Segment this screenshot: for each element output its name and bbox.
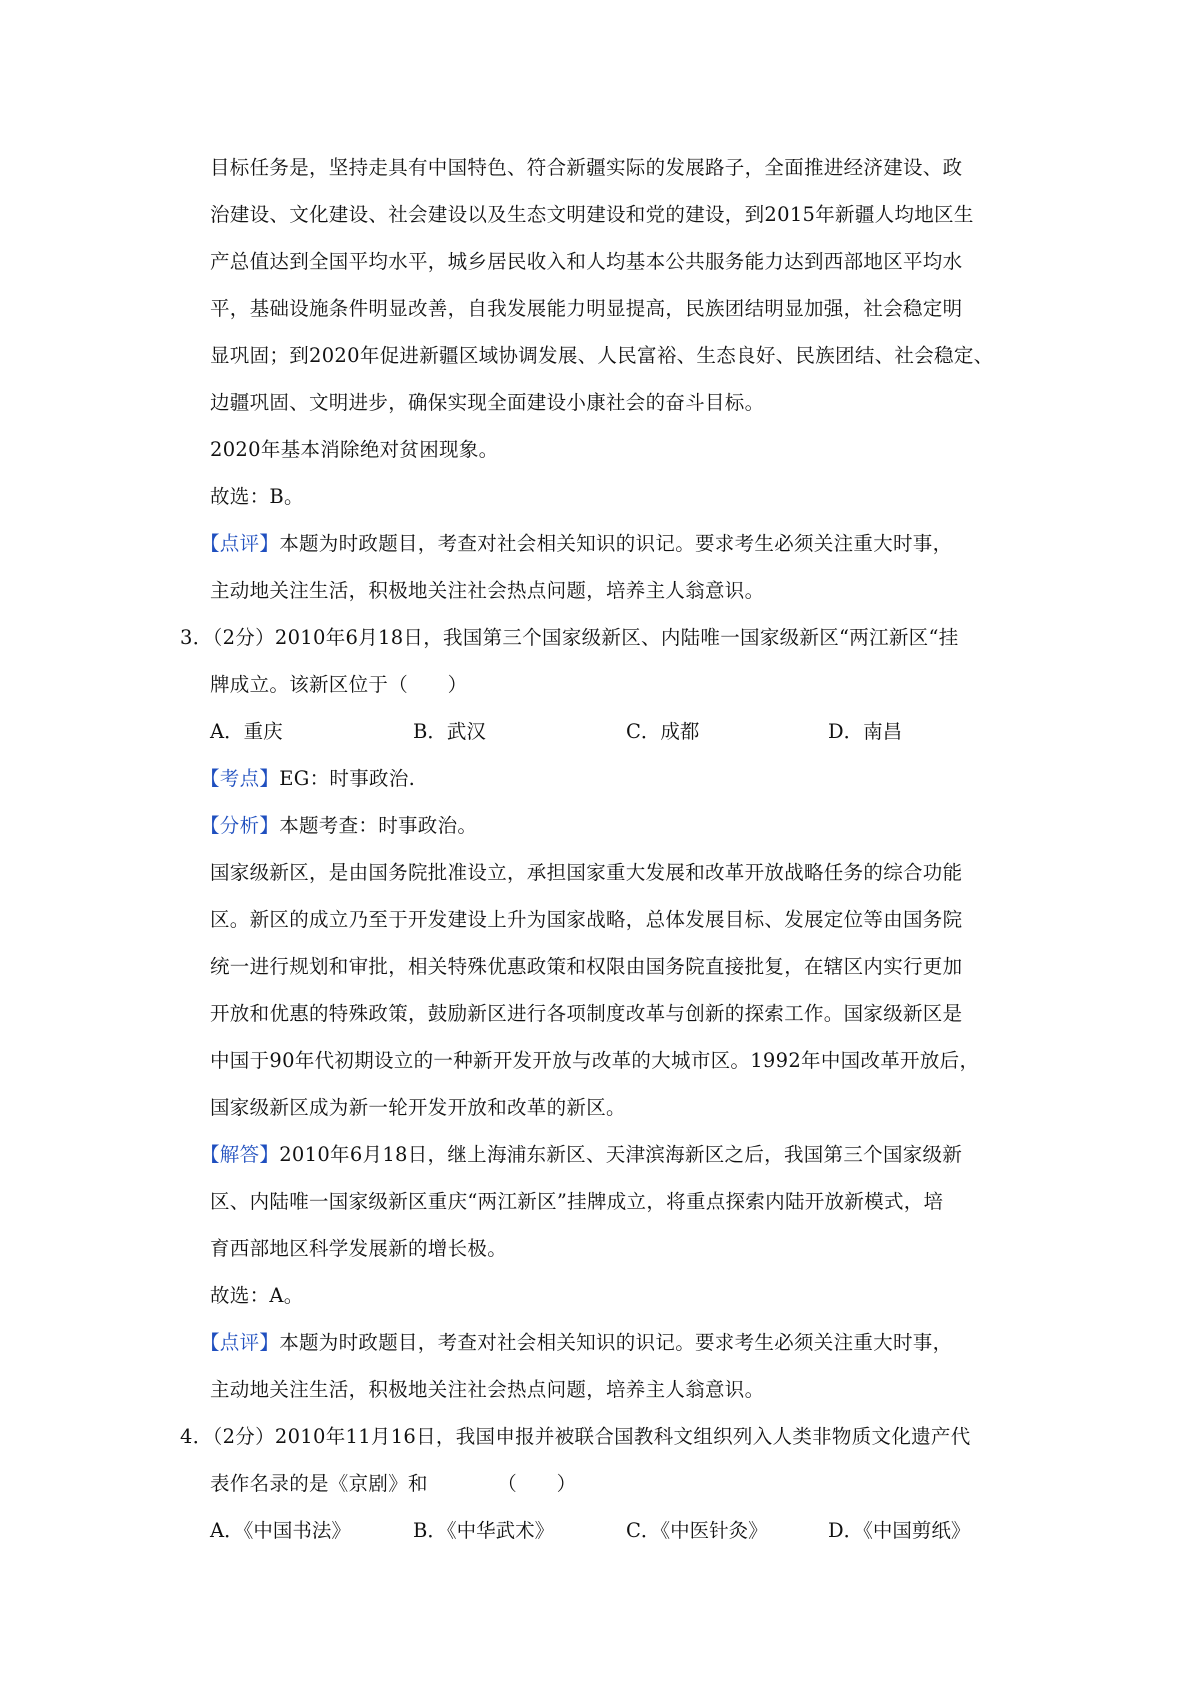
q2-text-line: 边疆巩固、文明进步，确保实现全面建设小康社会的奋斗目标。 [210,391,765,414]
q3-para-line: 区。新区的成立乃至于开发建设上升为国家战略，总体发展目标、发展定位等由国务院 [210,908,963,931]
q2-text-line: 目标任务是，坚持走具有中国特色、符合新疆实际的发展路子，全面推进经济建设、政 [210,156,963,179]
q4-stem-line: 表作名录的是《京剧》和 （ ） [210,1472,577,1495]
q3-para-line: 中国于90年代初期设立的一种新开发开放与改革的大城市区。1992年中国改革开放后， [210,1049,980,1072]
q3-stem-line: 牌成立。该新区位于（ ） [210,673,468,696]
q3-option-b: B．武汉 [413,720,486,743]
q3-option-d: D．南昌 [828,720,903,743]
review-text: 本题为时政题目，考查对社会相关知识的识记。要求考生必须关注重大时事， [279,1331,953,1354]
q3-review-line: 主动地关注生活，积极地关注社会热点问题，培养主人翁意识。 [210,1378,765,1401]
q3-jieda [200,1140,1010,1170]
q4-stem [180,1422,990,1452]
q3-choice: 故选：A。 [210,1284,304,1307]
q3-option-c: C．成都 [626,720,700,743]
question-number: 4． [180,1425,213,1448]
kaodian-tag: 【考点】 [200,767,280,790]
question-stem: （2分）2010年11月16日，我国申报并被联合国教科文组织列入人类非物质文化遗产代 [212,1425,971,1448]
review-text: 本题为时政题目，考查对社会相关知识的识记。要求考生必须关注重大时事， [279,532,953,555]
q4-option-c: C．《中医针灸》 [626,1519,768,1542]
review-tag: 【点评】 [200,532,280,555]
q2-extra-line: 2020年基本消除绝对贫困现象。 [210,438,499,461]
q3-fenxi [200,811,1010,841]
q3-para-line: 国家级新区，是由国务院批准设立，承担国家重大发展和改革开放战略任务的综合功能 [210,861,963,884]
fenxi-text: 本题考查：时事政治。 [279,814,478,837]
q2-text-line: 平，基础设施条件明显改善，自我发展能力明显提高，民族团结明显加强，社会稳定明 [210,297,963,320]
q3-para-line: 统一进行规划和审批，相关特殊优惠政策和权限由国务院直接批复，在辖区内实行更加 [210,955,963,978]
jieda-tag: 【解答】 [200,1143,280,1166]
jieda-text: 2010年6月18日，继上海浦东新区、天津滨海新区之后，我国第三个国家级新 [279,1143,963,1166]
q4-option-a: A．《中国书法》 [210,1519,351,1542]
q3-stem [180,623,990,653]
q3-review [200,1328,1010,1358]
q4-option-d: D．《中国剪纸》 [828,1519,971,1542]
q2-text-line: 治建设、文化建设、社会建设以及生态文明建设和党的建设，到2015年新疆人均地区生 [210,203,974,226]
q3-para-line: 国家级新区成为新一轮开发开放和改革的新区。 [210,1096,626,1119]
q3-kaodian [200,764,1010,794]
q2-review [200,529,1010,559]
fenxi-tag: 【分析】 [200,814,280,837]
q3-jieda-line: 区、内陆唯一国家级新区重庆“两江新区”挂牌成立，将重点探索内陆开放新模式，培 [210,1190,944,1213]
q3-para-line: 开放和优惠的特殊政策，鼓励新区进行各项制度改革与创新的探索工作。国家级新区是 [210,1002,963,1025]
q2-choice: 故选：B。 [210,485,304,508]
kaodian-text: EG：时事政治. [279,767,416,790]
q2-text-line: 显巩固；到2020年促进新疆区域协调发展、人民富裕、生态良好、民族团结、社会稳定、 [210,344,994,367]
q3-option-a: A．重庆 [210,720,283,743]
q2-review-line: 主动地关注生活，积极地关注社会热点问题，培养主人翁意识。 [210,579,765,602]
q4-option-b: B．《中华武术》 [413,1519,555,1542]
question-number: 3． [180,626,213,649]
q2-text-line: 产总值达到全国平均水平，城乡居民收入和人均基本公共服务能力达到西部地区平均水 [210,250,963,273]
q3-jieda-line: 育西部地区科学发展新的增长极。 [210,1237,508,1260]
review-tag: 【点评】 [200,1331,280,1354]
question-stem: （2分）2010年6月18日，我国第三个国家级新区、内陆唯一国家级新区“两江新区“挂 [212,626,959,649]
